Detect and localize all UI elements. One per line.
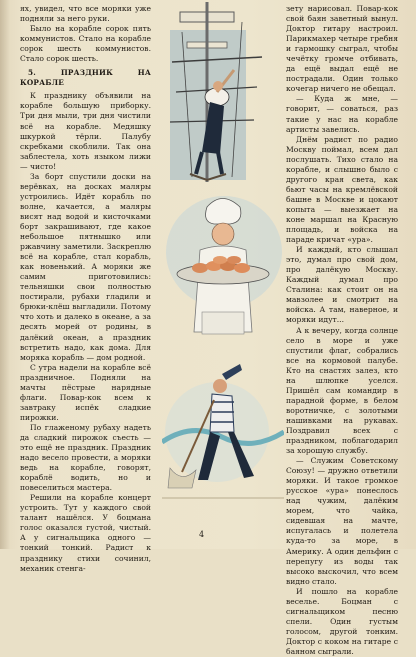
paragraph: С утра надели на корабле всё праздничное. Подняли на мачты пёстрые нарядные флаги. Повар-кок всем к завтраку испёк сладкие пирожки. [20,362,151,422]
paragraph: — Куда ж мне, — говорит, — соваться, раз такие у нас на корабле артисты завелись. [286,94,398,134]
paragraph: зету нарисовал. Повар-кок свой баян заветный вынул. Доктор гитару настроил. Парикмахер четыре гребня и гармошку сыграл, чтобы чечётку громче отбивать, да ещё выдал ещё не пострадали. Один только кочегар ничего не обещал. [286,4,398,94]
sailor-rigging-illustration [170,2,262,182]
right-text-column [286,4,398,657]
page-number: 4 [199,530,205,539]
paragraph: И каждый, кто слышал это, думал про свой дом, про далёкую Москву. Каждый думал про Сталина: как стоит он на мавзолее и смотрит на войска. А там, наверное, и моряки идут... [286,245,398,325]
paragraph: Решили на корабле концерт устроить. Тут у каждого свой талант нашёлся. У боцмана голос оказался густой, чистый. А у сигнальщика одного — тонкий тонкий. Радист к празднику стихи сочинил, механик стенга- [20,493,151,573]
paragraph: Днём радист по радио Москву поймал, всем дал послушать. Тихо стало на корабле, и слышно было с другого края света, как бьют часы на кремлёвской башне в Москве и цокают копыта — выезжает на коне маршал на Красную площадь, и войска на параде кричат «ура». [286,134,398,245]
paragraph: А к вечеру, когда солнце село в море и уже спустили флаг, собрались все на кормовой палубе. Кто на снастях залез, кто на шлюпке уселся. Пришёл сам командир в парадной форме, в белом воротничке, с золотыми нашивками на рукавах. Поздравил всех с праздником, поблагодарил за хорошую службу. [286,325,398,456]
paragraph: К празднику объявили на корабле большую приборку. Три дня мыли, три дня чистили всё на корабле. Медяшку шкуркой тёрли. Палубу скребками скоблили. Так она заблестела, хоть языком лижи — чисто! [20,91,151,171]
page-edge-shadow [0,0,10,549]
paragraph: Было на корабле сорок пять коммунистов. Стало на корабле сорок шесть коммунистов. Стало сорок шесть. [20,24,151,64]
paragraph: За борт спустили доски на верёвках, на досках маляры устроились. Идёт корабль по волне, качается, а маляры висят над водой и кисточками борт закрашивают, где какое небольшое пятнышко или ржавчину заметили. Заскреплю всё на корабле, стал корабль, как новенький. А моряки же самим приготовились: тельняшки свои полностью постирали, рубахи гладили и брюки-клёш выгладили. Потому что хоть и далеко в океане, а за десять морей от родины, в далёкий океан, а праздник встретить надо, как дома. Для моряка корабль — дом родной. [20,171,151,362]
illustration-column [162,2,284,522]
paragraph: И пошло на корабле веселье. Боцман с сигнальщиком песню спели. Один густым голосом, другой тонким. Доктор с коком на гитаре с баяном сыграли. [286,586,398,656]
left-text-column [20,4,151,574]
cook-illustration [166,196,282,334]
section-heading: 5. ПРАЗДНИК НА КОРАБЛЕ [20,68,151,88]
paragraph: — Служим Советскому Союзу! — дружно ответили моряки. И такое громкое русское «ура» понеслось над чужим, далёким морем, что чайка, сидевшая на мачте, испугалась и полетела куда-то за море, в Америку. А один дельфин с перепугу из воды так высоко выскочил, что всем видно стало. [286,456,398,586]
sailor-mopping-illustration [162,364,284,498]
paragraph: ях, увидел, что все моряки уже подняли за него руки. [20,4,151,24]
paragraph: По глаженому рубаху надеть да сладкий пирожок съесть — это ещё не праздник. Праздник надо весело провести, а моряки ведь на корабле, говорят, кораблё водить, но и повеселиться мастера. [20,422,151,493]
